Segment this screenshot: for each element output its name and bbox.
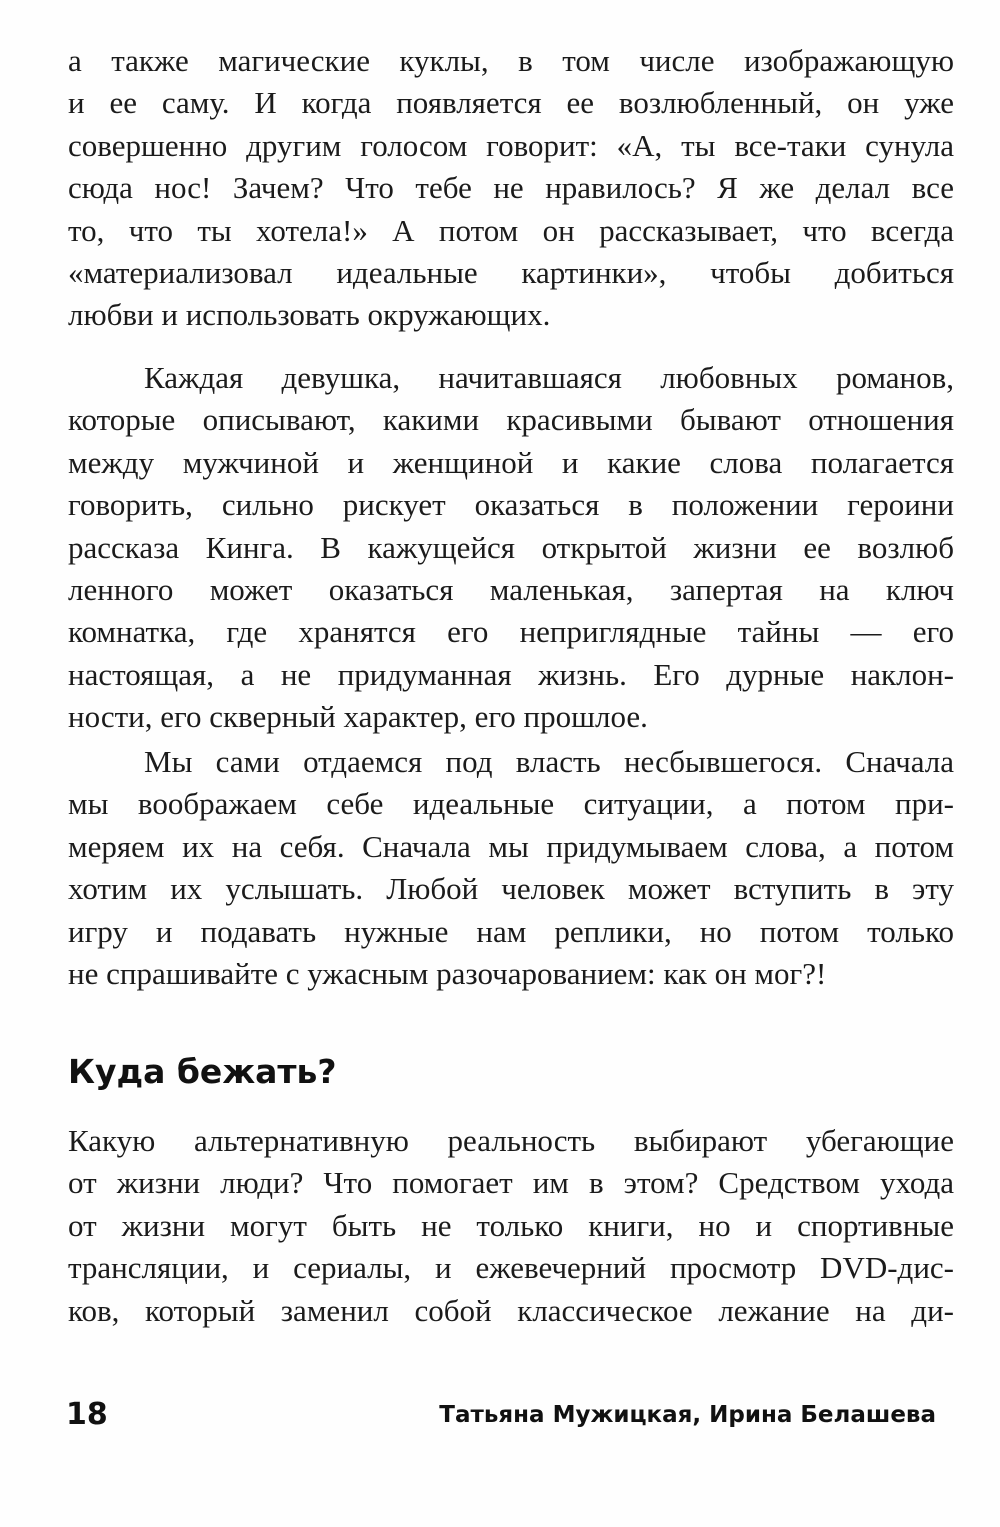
text-line: Какую альтернативную реальность выбирают убегающие xyxy=(68,1123,954,1158)
text-line: хотим их услышать. Любой человек может вступить в эту xyxy=(68,871,954,907)
paragraph-continuation xyxy=(68,40,954,337)
text-line: Мы сами отдаемся под власть несбывшегося. Сначала xyxy=(144,744,954,779)
text-line: от жизни люди? Что помогает им в этом? Средством ухода xyxy=(68,1165,954,1201)
text-line: любви и использовать окружающих. xyxy=(68,297,551,333)
text-line: говорить, сильно рискует оказаться в положении героини xyxy=(68,487,954,523)
text-line: от жизни могут быть не только книги, но и спортивные xyxy=(68,1207,954,1243)
text-line: игру и подавать нужные нам реплики, но потом только xyxy=(68,913,954,949)
text-line: ности, его скверный характер, его прошлое. xyxy=(68,699,648,735)
text-line: а также магические куклы, в том числе изображающую xyxy=(68,43,954,78)
paragraph xyxy=(68,357,954,739)
text-line: «материализовал идеальные картинки», чтобы добиться xyxy=(68,254,954,290)
paragraph xyxy=(68,1120,954,1332)
text-line: то, что ты хотела!» А потом он рассказывает, что всегда xyxy=(68,212,954,248)
page-number: 18 xyxy=(66,1397,108,1432)
text-line: мы воображаем себе идеальные ситуации, а потом при- xyxy=(68,786,954,822)
section-heading: Куда бежать? xyxy=(68,1052,337,1091)
text-line: не спрашивайте с ужасным разочарованием: как он мог?! xyxy=(68,955,827,991)
text-line: и ее саму. И когда появляется ее возлюбленный, он уже xyxy=(68,85,954,121)
text-line: совершенно другим голосом говорит: «А, ты все-таки сунула xyxy=(68,127,954,163)
text-line: рассказа Кинга. В кажущейся открытой жизни ее возлюб xyxy=(68,529,954,565)
text-line: ленного может оказаться маленькая, запертая на ключ xyxy=(68,571,954,607)
text-line: сюда нос! Зачем? Что тебе не нравилось? Я же делал все xyxy=(68,170,954,206)
text-line: комнатка, где хранятся его неприглядные тайны — его xyxy=(68,614,954,650)
text-line: которые описывают, какими красивыми бывают отношения xyxy=(68,402,954,438)
paragraph xyxy=(68,741,954,995)
text-line: ков, который заменил собой классическое лежание на ди- xyxy=(68,1292,954,1328)
text-line: между мужчиной и женщиной и какие слова полагается xyxy=(68,444,954,480)
text-line: меряем их на себя. Сначала мы придумываем слова, а потом xyxy=(68,828,954,864)
running-footer-authors: Татьяна Мужицкая, Ирина Белашева xyxy=(439,1402,936,1428)
text-line: трансляции, и сериалы, и ежевечерний просмотр DVD-дис- xyxy=(68,1250,954,1286)
text-line: настоящая, а не придуманная жизнь. Его дурные наклон- xyxy=(68,656,954,692)
text-line: Каждая девушка, начитавшаяся любовных романов, xyxy=(144,360,954,395)
